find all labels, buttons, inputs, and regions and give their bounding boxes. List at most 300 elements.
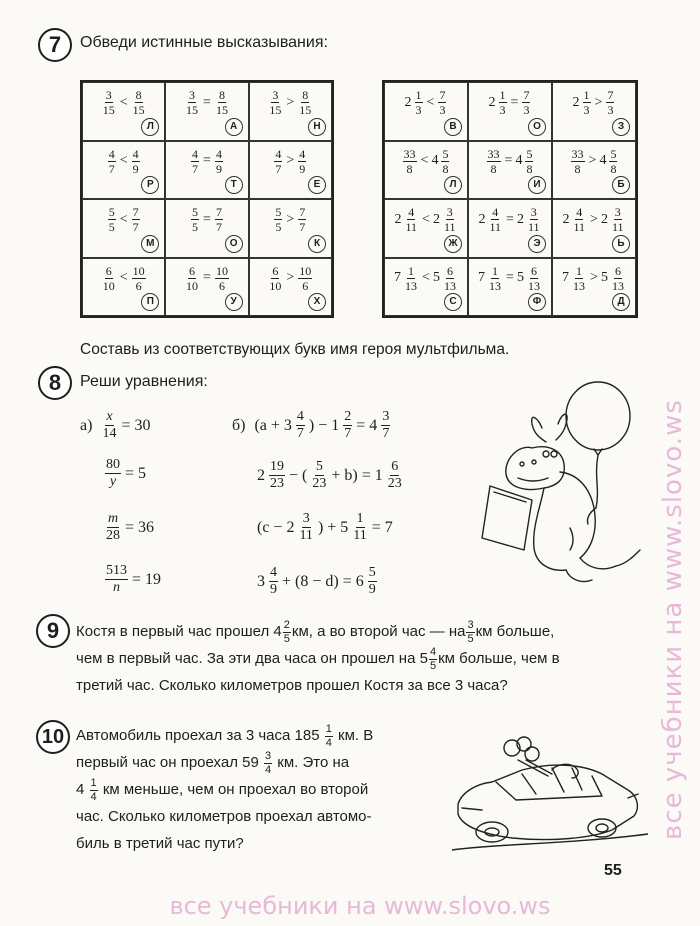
comparison-sign: = <box>203 270 211 285</box>
statement-cell[interactable] <box>82 141 165 200</box>
fraction <box>443 206 457 233</box>
statement-expression <box>250 206 331 233</box>
task10-f1-d: 4 <box>325 736 332 749</box>
fraction <box>274 148 282 175</box>
fraction-denominator: 7 <box>299 220 306 234</box>
fraction-numerator: 4 <box>275 146 282 161</box>
statement-expression <box>166 148 247 175</box>
statement-expression <box>385 148 467 175</box>
eq-b4-f1-n: 4 <box>270 565 277 580</box>
fraction <box>522 89 530 116</box>
fraction-numerator: 4 <box>215 146 222 161</box>
eq-b2-f2-n: 5 <box>315 459 323 474</box>
whole-part: 4 <box>515 153 523 168</box>
fraction-denominator: 6 <box>218 278 225 293</box>
task10-line3a: 4 <box>76 781 85 798</box>
answer-letter[interactable]: Л <box>141 118 159 136</box>
fraction-denominator: 10 <box>102 278 115 293</box>
comparison-sign: > <box>286 153 295 168</box>
fraction-numerator: 6 <box>614 263 621 278</box>
comparison-sign: < <box>119 153 128 168</box>
fraction-denominator: 7 <box>192 161 199 176</box>
whole-part: 4 <box>431 153 439 168</box>
task10-f3-n: 1 <box>90 776 97 789</box>
fraction-denominator: 7 <box>275 161 282 176</box>
task10-line5: биль в третий час пути? <box>76 835 244 852</box>
statement-cell[interactable] <box>552 141 636 200</box>
statement-expression <box>83 206 164 233</box>
fraction-numerator: 6 <box>446 263 453 278</box>
statement-cell[interactable] <box>165 199 248 258</box>
eq-b3-p3: = 7 <box>371 518 393 536</box>
statement-cell[interactable] <box>468 258 552 317</box>
fraction-numerator: 10 <box>132 263 145 278</box>
fraction-numerator: 1 <box>499 88 506 102</box>
fraction-denominator: 5 <box>192 220 199 234</box>
label-b: б) <box>232 416 246 434</box>
right-statements-grid <box>382 80 638 318</box>
fraction-denominator: 13 <box>405 278 418 293</box>
eq-a3-den: 28 <box>106 528 120 543</box>
statement-cell[interactable] <box>468 82 552 141</box>
fraction <box>132 148 140 175</box>
fraction <box>298 206 306 233</box>
fraction-numerator: 3 <box>530 205 537 219</box>
eq-b2-f1-n: 19 <box>270 459 284 474</box>
car-illustration <box>452 734 648 854</box>
eq-a4-rhs: = 19 <box>132 570 162 588</box>
statement-expression <box>83 148 164 175</box>
statement-expression <box>166 206 247 233</box>
eq-b1-p1: (a + 3 <box>254 416 292 434</box>
statement-cell[interactable] <box>249 82 332 141</box>
fraction-numerator: 5 <box>275 205 282 219</box>
fraction <box>185 89 199 116</box>
eq-b4-f2-n: 5 <box>368 565 376 580</box>
label-a: а) <box>80 416 93 434</box>
comparison-sign: = <box>504 153 513 168</box>
fraction-numerator: 1 <box>576 263 583 278</box>
eq-b2-f2-d: 23 <box>312 476 327 491</box>
answer-letter[interactable]: В <box>444 118 462 136</box>
comparison-sign: > <box>286 94 295 110</box>
fraction-denominator: 8 <box>574 161 581 176</box>
fraction-numerator: 3 <box>105 88 112 102</box>
answer-letter[interactable]: Е <box>308 176 326 194</box>
statement-cell[interactable] <box>384 82 468 141</box>
answer-letter[interactable]: М <box>141 235 159 253</box>
comparison-sign: > <box>594 94 603 110</box>
fraction-numerator: 10 <box>299 263 312 278</box>
side-watermark: все учебники на www.slovo.ws <box>658 399 688 840</box>
eq-b4-p2: + (8 − d) = 6 <box>282 572 364 590</box>
statement-expression <box>250 265 331 292</box>
statement-cell[interactable] <box>249 258 332 317</box>
statement-expression <box>553 206 635 233</box>
eq-b1-f3-n: 3 <box>382 409 390 424</box>
equation-a2 <box>104 458 147 489</box>
whole-part: 2 <box>488 94 496 110</box>
eq-a4-num: 513 <box>106 563 127 578</box>
answer-letter[interactable]: А <box>225 118 243 136</box>
answer-letter[interactable]: Б <box>612 176 630 194</box>
fraction <box>268 265 282 292</box>
fraction <box>525 148 533 175</box>
comparison-sign: > <box>590 211 598 227</box>
task9-f3-d: 5 <box>429 659 437 672</box>
fraction-denominator: 10 <box>269 278 282 293</box>
task10-f2-n: 3 <box>265 749 272 762</box>
comparison-sign: < <box>119 94 128 110</box>
eq-b3-f1-d: 11 <box>299 528 313 543</box>
task10-line1a: Автомобиль проехал за 3 часа 185 <box>76 727 320 744</box>
equation-b3 <box>256 512 394 543</box>
statement-cell[interactable] <box>82 199 165 258</box>
fraction-denominator: 15 <box>299 103 312 117</box>
equation-b2 <box>256 460 404 491</box>
statement-cell[interactable] <box>165 141 248 200</box>
fraction <box>215 89 229 116</box>
fraction-numerator: 1 <box>408 263 415 278</box>
whole-part: 2 <box>478 211 486 227</box>
fraction <box>215 265 229 292</box>
comparison-sign: = <box>203 94 211 110</box>
answer-letter[interactable]: Т <box>225 176 243 194</box>
statement-cell[interactable] <box>552 258 636 317</box>
fraction-numerator: 7 <box>215 205 222 219</box>
eq-b2-p2: − ( <box>289 466 308 484</box>
fraction-denominator: 7 <box>132 220 139 234</box>
answer-letter[interactable]: Л <box>444 176 462 194</box>
fraction-denominator: 7 <box>215 220 222 234</box>
fraction <box>298 148 306 175</box>
eq-b3-p1: (c − 2 <box>257 518 295 536</box>
fraction-denominator: 15 <box>102 103 115 117</box>
statement-cell[interactable] <box>165 258 248 317</box>
comparison-sign: > <box>588 153 597 168</box>
fraction <box>583 89 591 116</box>
eq-a3-num: m <box>107 511 119 526</box>
fraction-numerator: 6 <box>189 263 196 278</box>
fraction-numerator: 6 <box>105 263 112 278</box>
statement-expression <box>385 206 467 233</box>
whole-part: 2 <box>432 211 440 227</box>
fraction <box>571 148 585 175</box>
statement-cell[interactable] <box>82 258 165 317</box>
answer-letter[interactable]: П <box>141 293 159 311</box>
fraction <box>191 206 199 233</box>
fraction <box>215 148 223 175</box>
task9-line1b: км, а во второй час — на <box>291 623 466 640</box>
comparison-sign: < <box>119 211 128 227</box>
answer-letter[interactable]: Ф <box>528 293 546 311</box>
answer-letter[interactable]: О <box>528 118 546 136</box>
answer-letter[interactable]: У <box>225 293 243 311</box>
eq-b4-p1: 3 <box>257 572 265 590</box>
answer-letter[interactable]: Р <box>141 176 159 194</box>
comparison-sign: = <box>506 211 514 227</box>
fraction-numerator: 7 <box>299 205 306 219</box>
statement-expression <box>469 148 551 175</box>
statement-expression <box>166 265 247 292</box>
whole-part: 2 <box>600 211 608 227</box>
fraction <box>132 89 146 116</box>
fraction <box>102 89 116 116</box>
fraction-numerator: 4 <box>299 146 306 161</box>
statement-cell[interactable] <box>165 82 248 141</box>
statement-cell[interactable] <box>468 141 552 200</box>
comparison-sign: > <box>286 211 295 227</box>
eq-b2-f3-d: 23 <box>387 476 402 491</box>
whole-part: 5 <box>432 270 440 285</box>
fraction <box>611 265 625 292</box>
fraction-numerator: 4 <box>576 205 583 219</box>
fraction <box>609 148 617 175</box>
eq-b1-f2-n: 2 <box>344 409 352 424</box>
task-8-number: 8 <box>38 366 72 400</box>
fraction <box>191 148 199 175</box>
whole-part: 7 <box>394 270 402 285</box>
fraction-denominator: 11 <box>489 220 502 234</box>
task10-line3b: км меньше, чем он проехал во второй <box>102 781 369 798</box>
fraction-numerator: 5 <box>610 146 617 161</box>
fraction-denominator: 3 <box>523 103 530 117</box>
eq-b3-p2: ) + 5 <box>317 518 349 536</box>
statement-expression <box>83 89 164 116</box>
answer-letter[interactable]: И <box>528 176 546 194</box>
equation-b1 <box>232 410 391 441</box>
fraction-numerator: 3 <box>446 205 453 219</box>
comparison-sign: < <box>420 153 429 168</box>
answer-letter[interactable]: З <box>612 118 630 136</box>
fraction-denominator: 8 <box>610 161 617 176</box>
fraction-numerator: 4 <box>132 146 139 161</box>
fraction-denominator: 3 <box>583 103 590 117</box>
page-number: 55 <box>604 862 622 879</box>
fraction-denominator: 13 <box>527 278 540 293</box>
fraction <box>108 148 116 175</box>
fraction-numerator: 5 <box>442 146 449 161</box>
fraction-denominator: 13 <box>573 278 586 293</box>
whole-part: 2 <box>572 94 580 110</box>
fraction-numerator: 33 <box>571 146 584 161</box>
statement-expression <box>553 265 635 292</box>
fraction-denominator: 3 <box>415 103 422 117</box>
task-10-number: 10 <box>36 720 70 754</box>
fraction <box>572 265 586 292</box>
fraction-denominator: 15 <box>215 103 228 117</box>
statement-expression <box>553 89 635 116</box>
fraction-denominator: 10 <box>186 278 199 293</box>
fraction-numerator: 8 <box>218 88 225 102</box>
statement-cell[interactable] <box>82 82 165 141</box>
statement-cell[interactable] <box>249 141 332 200</box>
statement-cell[interactable] <box>552 199 636 258</box>
statement-cell[interactable] <box>384 199 468 258</box>
eq-a2-den: y <box>109 474 117 489</box>
fraction-numerator: 1 <box>492 263 499 278</box>
answer-letter[interactable]: Н <box>308 118 326 136</box>
task9-line1c: км больше, <box>475 623 555 640</box>
fraction-denominator: 11 <box>527 220 540 234</box>
task10-line2a: первый час он проехал 59 <box>76 754 259 771</box>
eq-b1-f3-d: 7 <box>382 426 390 441</box>
fraction-numerator: 7 <box>523 88 530 102</box>
task9-f1-n: 2 <box>283 618 290 631</box>
fraction <box>488 206 502 233</box>
comparison-sign: > <box>590 270 598 285</box>
eq-b1-f2-d: 7 <box>344 426 352 441</box>
answer-letter[interactable]: О <box>225 235 243 253</box>
left-statements-grid <box>80 80 334 318</box>
fraction-numerator: 8 <box>302 88 309 102</box>
fraction-numerator: 7 <box>132 205 139 219</box>
task10-f2-d: 4 <box>265 763 272 776</box>
statement-cell[interactable] <box>384 258 468 317</box>
fraction-denominator: 11 <box>573 220 586 234</box>
whole-part: 2 <box>562 211 570 227</box>
fraction <box>102 265 116 292</box>
fraction-numerator: 8 <box>135 88 142 102</box>
statement-cell[interactable] <box>552 82 636 141</box>
eq-a2-rhs: = 5 <box>125 464 147 482</box>
comparison-sign: < <box>422 270 430 285</box>
fraction <box>132 265 146 292</box>
task9-line3: третий час. Сколько километров прошел Костя за все 3 часа? <box>76 677 508 694</box>
eq-a3-rhs: = 36 <box>125 518 155 536</box>
fraction-numerator: 5 <box>108 205 115 219</box>
fraction-numerator: 7 <box>439 88 446 102</box>
fraction <box>185 265 199 292</box>
fraction-denominator: 5 <box>275 220 282 234</box>
fraction-denominator: 15 <box>269 103 282 117</box>
statement-expression <box>553 148 635 175</box>
fraction-numerator: 1 <box>415 88 422 102</box>
eq-a4-den: n <box>113 580 120 595</box>
comparison-sign: < <box>426 94 435 110</box>
whole-part: 5 <box>516 270 524 285</box>
fraction-denominator: 8 <box>442 161 449 176</box>
fraction-numerator: 33 <box>403 146 416 161</box>
fraction-denominator: 11 <box>405 220 418 234</box>
eq-b4-f1-d: 9 <box>270 582 277 597</box>
task9-f1-d: 5 <box>283 632 290 645</box>
statement-cell[interactable] <box>468 199 552 258</box>
statement-expression <box>469 89 551 116</box>
fraction <box>298 265 312 292</box>
fraction-denominator: 8 <box>406 161 413 176</box>
statement-expression <box>250 148 331 175</box>
task9-f2-d: 5 <box>467 632 474 645</box>
fraction <box>404 206 418 233</box>
fraction-denominator: 11 <box>611 220 624 234</box>
statement-cell[interactable] <box>249 199 332 258</box>
fraction-denominator: 13 <box>443 278 456 293</box>
fraction-denominator: 3 <box>607 103 614 117</box>
eq-a1-rhs: = 30 <box>121 416 151 434</box>
answer-letter[interactable]: Х <box>308 293 326 311</box>
statement-cell[interactable] <box>384 141 468 200</box>
answer-letter[interactable]: С <box>444 293 462 311</box>
statement-expression <box>250 89 331 116</box>
eq-b1-p3: = 4 <box>356 416 378 434</box>
fraction <box>274 206 282 233</box>
task9-line1a: Костя в первый час прошел 4 <box>76 623 282 640</box>
comparison-sign: < <box>422 211 430 227</box>
fraction-denominator: 13 <box>489 278 502 293</box>
fraction <box>527 265 541 292</box>
comparison-sign: = <box>203 211 211 227</box>
donkey-balloon-illustration <box>470 378 650 590</box>
whole-part: 7 <box>478 270 486 285</box>
eq-a2-num: 80 <box>106 457 120 472</box>
fraction-numerator: 4 <box>492 205 499 219</box>
eq-b3-f2-n: 1 <box>356 511 364 526</box>
answer-letter[interactable]: Ж <box>444 235 462 253</box>
fraction <box>415 89 423 116</box>
fraction <box>403 148 417 175</box>
bottom-watermark: все учебники на www.slovo.ws <box>169 892 551 920</box>
fraction-denominator: 9 <box>132 161 139 176</box>
answer-letter[interactable]: Э <box>528 235 546 253</box>
fraction-denominator: 5 <box>108 220 115 234</box>
equation-b4 <box>256 566 378 597</box>
equation-a3 <box>104 512 155 543</box>
fraction-numerator: 6 <box>272 263 279 278</box>
fraction-numerator: 4 <box>408 205 415 219</box>
task-10-text <box>76 722 441 857</box>
fraction <box>268 89 282 116</box>
fraction-denominator: 3 <box>439 103 446 117</box>
fraction <box>606 89 614 116</box>
fraction <box>438 89 446 116</box>
eq-b1-p2: ) − 1 <box>308 416 340 434</box>
eq-b3-f1-n: 3 <box>302 511 310 526</box>
fraction-numerator: 1 <box>583 88 590 102</box>
fraction-denominator: 11 <box>443 220 456 234</box>
whole-part: 4 <box>599 153 607 168</box>
fraction <box>488 265 502 292</box>
fraction-denominator: 9 <box>299 161 306 176</box>
statement-expression <box>385 265 467 292</box>
fraction-numerator: 7 <box>607 88 614 102</box>
answer-letter[interactable]: К <box>308 235 326 253</box>
eq-a1-num: x <box>106 409 113 424</box>
fraction-denominator: 15 <box>186 103 199 117</box>
answer-letter[interactable]: Ь <box>612 235 630 253</box>
task9-f2-n: 3 <box>467 618 474 631</box>
eq-a1-den: 14 <box>102 426 117 441</box>
eq-b2-f3-n: 6 <box>391 459 399 474</box>
whole-part: 7 <box>562 270 570 285</box>
fraction <box>404 265 418 292</box>
eq-b2-p3: + b) = 1 <box>331 466 383 484</box>
fraction-numerator: 3 <box>189 88 196 102</box>
fraction <box>215 206 223 233</box>
fraction <box>572 206 586 233</box>
fraction-denominator: 13 <box>611 278 624 293</box>
fraction <box>499 89 507 116</box>
fraction <box>611 206 625 233</box>
fraction-numerator: 10 <box>215 263 228 278</box>
statement-expression <box>469 265 551 292</box>
comparison-sign: = <box>506 270 514 285</box>
fraction-numerator: 5 <box>526 146 533 161</box>
fraction-denominator: 6 <box>302 278 309 293</box>
answer-letter[interactable]: Д <box>612 293 630 311</box>
fraction-numerator: 33 <box>487 146 500 161</box>
statement-expression <box>469 206 551 233</box>
